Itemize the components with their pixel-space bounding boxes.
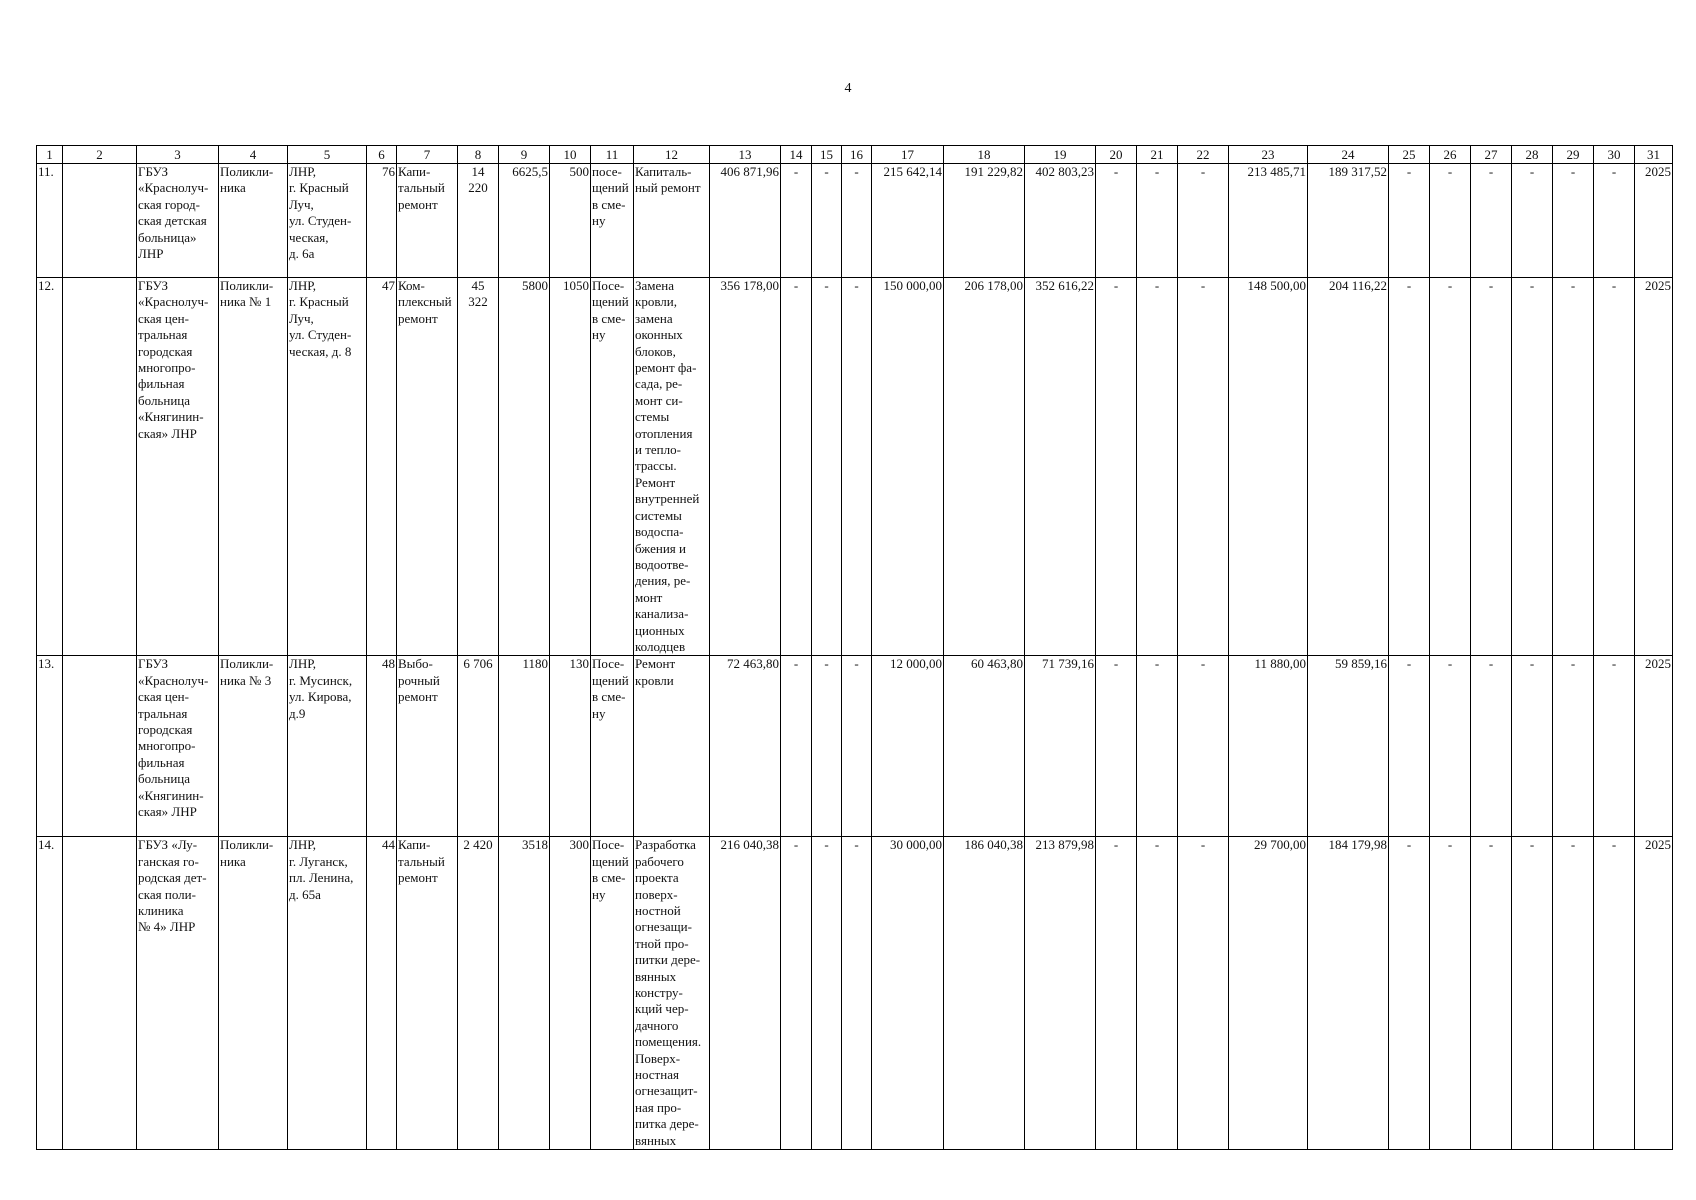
unit-cell: Посе- щений в сме- ну <box>591 656 634 837</box>
column-header: 19 <box>1025 146 1096 164</box>
dash-cell: - <box>812 164 842 278</box>
row-number: 13. <box>37 656 63 837</box>
unit-cell: Посе- щений в сме- ну <box>591 837 634 1150</box>
object-cell: Поликли- ника № 3 <box>219 656 288 837</box>
dash-cell: - <box>842 837 872 1150</box>
dash-cell: - <box>781 164 812 278</box>
page-number: 4 <box>844 81 852 96</box>
dash-cell: - <box>1553 656 1594 837</box>
column-header: 13 <box>710 146 781 164</box>
works-cell: Капиталь- ный ремонт <box>634 164 710 278</box>
amount-cell: 71 739,16 <box>1025 656 1096 837</box>
dash-cell: - <box>1137 164 1178 278</box>
dash-cell: - <box>1389 164 1430 278</box>
dash-cell: - <box>1096 837 1137 1150</box>
table-row <box>37 278 1673 656</box>
value-cell: 500 <box>550 164 591 278</box>
dash-cell: - <box>1137 656 1178 837</box>
amount-cell: 216 040,38 <box>710 837 781 1150</box>
year-cell: 2025 <box>1635 278 1673 656</box>
column-header: 27 <box>1471 146 1512 164</box>
amount-cell: 29 700,00 <box>1229 837 1308 1150</box>
dash-cell: - <box>812 837 842 1150</box>
column-header: 14 <box>781 146 812 164</box>
object-cell: Поликли- ника № 1 <box>219 278 288 656</box>
column-header: 10 <box>550 146 591 164</box>
value-cell: 1050 <box>550 278 591 656</box>
column-header: 11 <box>591 146 634 164</box>
column-header: 8 <box>458 146 499 164</box>
value-cell: 2 420 <box>458 837 499 1150</box>
column-header: 30 <box>1594 146 1635 164</box>
dash-cell: - <box>1594 656 1635 837</box>
address-cell: ЛНР, г. Мусинск, ул. Кирова, д.9 <box>288 656 367 837</box>
column-header: 20 <box>1096 146 1137 164</box>
dash-cell: - <box>1430 837 1471 1150</box>
dash-cell: - <box>781 278 812 656</box>
unit-cell: посе- щений в сме- ну <box>591 164 634 278</box>
column-header: 24 <box>1308 146 1389 164</box>
repair-type-cell: Выбо- рочный ремонт <box>397 656 458 837</box>
row-number: 12. <box>37 278 63 656</box>
empty-cell <box>63 837 137 1150</box>
dash-cell: - <box>1178 164 1229 278</box>
amount-cell: 206 178,00 <box>944 278 1025 656</box>
dash-cell: - <box>1137 837 1178 1150</box>
column-header: 7 <box>397 146 458 164</box>
works-cell: Разработка рабочего проекта поверх- ностной огнезащи- тной про- питки дере- вянных констру- кций чер- дачного помещения. Поверх- ностная огнезащит- ная про- питка дере- вянных <box>634 837 710 1150</box>
column-header: 25 <box>1389 146 1430 164</box>
column-header: 29 <box>1553 146 1594 164</box>
register-table <box>36 145 1673 1150</box>
value-cell: 130 <box>550 656 591 837</box>
dash-cell: - <box>1512 278 1553 656</box>
dash-cell: - <box>1178 278 1229 656</box>
repair-type-cell: Капи- тальный ремонт <box>397 164 458 278</box>
object-cell: Поликли- ника <box>219 837 288 1150</box>
dash-cell: - <box>1471 656 1512 837</box>
dash-cell: - <box>1553 164 1594 278</box>
dash-cell: - <box>842 278 872 656</box>
works-cell: Замена кровли, замена оконных блоков, ремонт фа- сада, ре- монт си- стемы отопления и тепло- трассы. Ремонт внутренней системы водоспа- бжения и водоотве- дения, ре- монт канализа- ционных колодцев <box>634 278 710 656</box>
column-header: 15 <box>812 146 842 164</box>
amount-cell: 213 485,71 <box>1229 164 1308 278</box>
column-header: 31 <box>1635 146 1673 164</box>
value-cell: 48 <box>367 656 397 837</box>
column-header: 9 <box>499 146 550 164</box>
table-row <box>37 837 1673 1150</box>
empty-cell <box>63 164 137 278</box>
amount-cell: 59 859,16 <box>1308 656 1389 837</box>
column-header: 28 <box>1512 146 1553 164</box>
dash-cell: - <box>1471 164 1512 278</box>
row-number: 11. <box>37 164 63 278</box>
dash-cell: - <box>1096 164 1137 278</box>
value-cell: 45 322 <box>458 278 499 656</box>
year-cell: 2025 <box>1635 837 1673 1150</box>
amount-cell: 72 463,80 <box>710 656 781 837</box>
dash-cell: - <box>781 837 812 1150</box>
dash-cell: - <box>1096 278 1137 656</box>
dash-cell: - <box>1178 837 1229 1150</box>
amount-cell: 11 880,00 <box>1229 656 1308 837</box>
organization-cell: ГБУЗ «Краснолуч- ская цен- тральная городская многопро- фильная больница «Княгинин- ская» ЛНР <box>137 656 219 837</box>
dash-cell: - <box>1553 837 1594 1150</box>
column-header: 1 <box>37 146 63 164</box>
column-header: 4 <box>219 146 288 164</box>
column-header: 21 <box>1137 146 1178 164</box>
dash-cell: - <box>1512 837 1553 1150</box>
empty-cell <box>63 656 137 837</box>
column-header: 12 <box>634 146 710 164</box>
dash-cell: - <box>781 656 812 837</box>
dash-cell: - <box>1389 278 1430 656</box>
dash-cell: - <box>1096 656 1137 837</box>
dash-cell: - <box>812 278 842 656</box>
dash-cell: - <box>1553 278 1594 656</box>
dash-cell: - <box>842 164 872 278</box>
value-cell: 47 <box>367 278 397 656</box>
amount-cell: 189 317,52 <box>1308 164 1389 278</box>
table-row <box>37 656 1673 837</box>
amount-cell: 356 178,00 <box>710 278 781 656</box>
dash-cell: - <box>842 656 872 837</box>
dash-cell: - <box>1430 656 1471 837</box>
amount-cell: 204 116,22 <box>1308 278 1389 656</box>
dash-cell: - <box>1389 837 1430 1150</box>
column-header: 26 <box>1430 146 1471 164</box>
empty-cell <box>63 278 137 656</box>
address-cell: ЛНР, г. Красный Луч, ул. Студен- ческая, д. 8 <box>288 278 367 656</box>
amount-cell: 30 000,00 <box>872 837 944 1150</box>
amount-cell: 352 616,22 <box>1025 278 1096 656</box>
dash-cell: - <box>1471 837 1512 1150</box>
amount-cell: 406 871,96 <box>710 164 781 278</box>
address-cell: ЛНР, г. Красный Луч, ул. Студен- ческая, д. 6а <box>288 164 367 278</box>
row-number: 14. <box>37 837 63 1150</box>
dash-cell: - <box>1430 278 1471 656</box>
value-cell: 5800 <box>499 278 550 656</box>
value-cell: 76 <box>367 164 397 278</box>
dash-cell: - <box>1471 278 1512 656</box>
value-cell: 44 <box>367 837 397 1150</box>
amount-cell: 186 040,38 <box>944 837 1025 1150</box>
value-cell: 1180 <box>499 656 550 837</box>
column-header: 5 <box>288 146 367 164</box>
organization-cell: ГБУЗ «Краснолуч- ская город- ская детская больница» ЛНР <box>137 164 219 278</box>
dash-cell: - <box>1594 278 1635 656</box>
column-header: 18 <box>944 146 1025 164</box>
value-cell: 300 <box>550 837 591 1150</box>
works-cell: Ремонт кровли <box>634 656 710 837</box>
column-header: 22 <box>1178 146 1229 164</box>
column-header: 17 <box>872 146 944 164</box>
column-header: 3 <box>137 146 219 164</box>
amount-cell: 148 500,00 <box>1229 278 1308 656</box>
address-cell: ЛНР, г. Луганск, пл. Ленина, д. 65а <box>288 837 367 1150</box>
dash-cell: - <box>1594 837 1635 1150</box>
unit-cell: Посе- щений в сме- ну <box>591 278 634 656</box>
dash-cell: - <box>1512 164 1553 278</box>
column-number-row <box>37 146 1673 164</box>
repair-type-cell: Капи- тальный ремонт <box>397 837 458 1150</box>
amount-cell: 213 879,98 <box>1025 837 1096 1150</box>
repair-type-cell: Ком- плексный ремонт <box>397 278 458 656</box>
column-header: 23 <box>1229 146 1308 164</box>
dash-cell: - <box>1430 164 1471 278</box>
year-cell: 2025 <box>1635 164 1673 278</box>
column-header: 6 <box>367 146 397 164</box>
object-cell: Поликли- ника <box>219 164 288 278</box>
value-cell: 6625,5 <box>499 164 550 278</box>
organization-cell: ГБУЗ «Краснолуч- ская цен- тральная городская многопро- фильная больница «Княгинин- ская» ЛНР <box>137 278 219 656</box>
column-header: 2 <box>63 146 137 164</box>
dash-cell: - <box>1389 656 1430 837</box>
value-cell: 6 706 <box>458 656 499 837</box>
dash-cell: - <box>1137 278 1178 656</box>
dash-cell: - <box>1178 656 1229 837</box>
amount-cell: 60 463,80 <box>944 656 1025 837</box>
amount-cell: 215 642,14 <box>872 164 944 278</box>
value-cell: 3518 <box>499 837 550 1150</box>
value-cell: 14 220 <box>458 164 499 278</box>
organization-cell: ГБУЗ «Лу- ганская го- родская дет- ская поли- клиника № 4» ЛНР <box>137 837 219 1150</box>
amount-cell: 191 229,82 <box>944 164 1025 278</box>
dash-cell: - <box>812 656 842 837</box>
column-header: 16 <box>842 146 872 164</box>
amount-cell: 184 179,98 <box>1308 837 1389 1150</box>
amount-cell: 150 000,00 <box>872 278 944 656</box>
amount-cell: 402 803,23 <box>1025 164 1096 278</box>
dash-cell: - <box>1512 656 1553 837</box>
year-cell: 2025 <box>1635 656 1673 837</box>
table-row <box>37 164 1673 278</box>
dash-cell: - <box>1594 164 1635 278</box>
amount-cell: 12 000,00 <box>872 656 944 837</box>
